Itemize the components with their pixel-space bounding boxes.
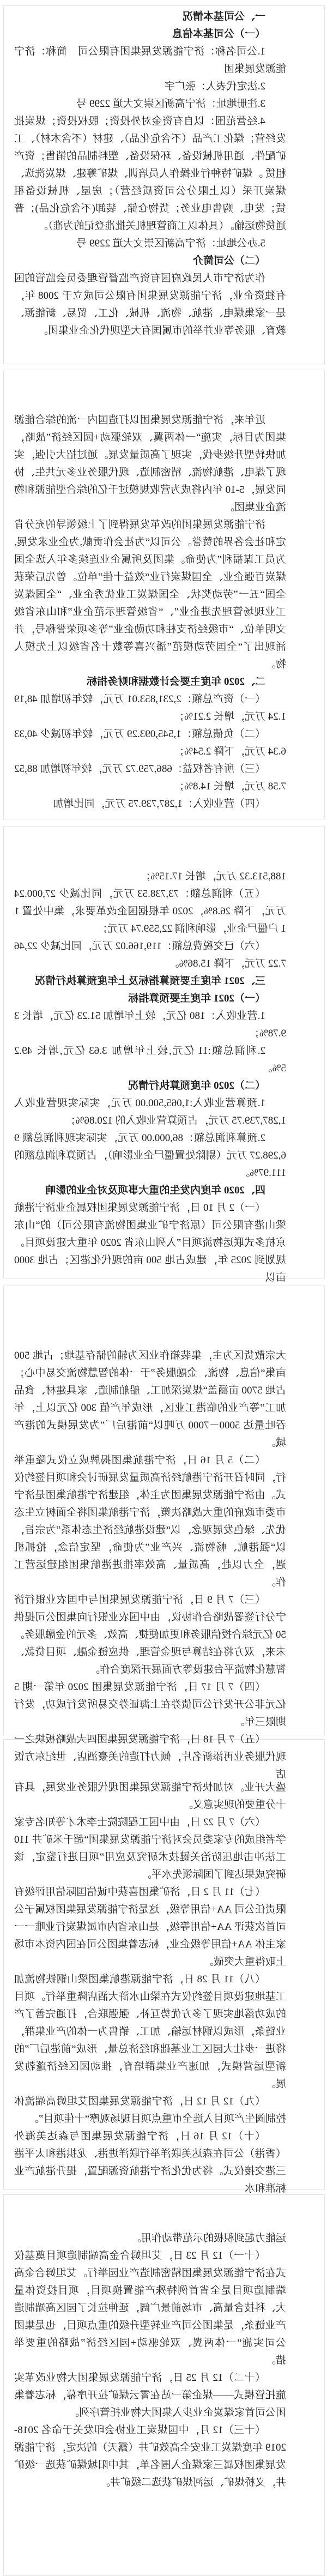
- paragraph: （十）12 月 16 日，济宁能源发展集团与森达美海外（香港）公司在森达美联洋举行联洋进港、龙拱港和太平港三港交接仪式。将为优化济宁港航资源配置，提升港航产业标准和水: [14, 2131, 286, 2194]
- paragraph: （六）7 月 22 日，由中国工程院院士李术才等知名专家学者组成的专家委员会对济宁能源发展集团“超千米矿井 110 工法冲击地压防治关键技术研究及应用”项目进行鉴定，该研究成果达到了国际领先水平。: [14, 1817, 286, 1880]
- paragraph: 盛大开业。对加快济宁能源发展集团现代服务业发展，具有十分重要的现实意义。: [14, 1782, 286, 1811]
- document-page: [3, 5, 325, 364]
- paragraph: 近年来，济宁能源发展集团以打造国内一流的综合能源集团为目标，实施“一体两翼、双轮驱动+园区经济”战略，加快转型升级步伐，实现了高质量发展。通过招大引强，实现了煤电、港航物流、精密制造、现代服务业多元共生、协同发展，5-10 年内将成为营收规模过千亿的综合型能源和物流企业集团。: [14, 414, 286, 513]
- page-content-mirrored: [4, 2195, 324, 2575]
- paragraph: 1.营业收入：180 亿元，较上年增加 51.23 亿元，增长 39.78%；: [14, 1010, 286, 1039]
- paragraph: 5.办公地址：济宁高新区崇文大道 2299 号: [76, 238, 265, 249]
- paragraph: （一）资产总额：2,231,853.01 万元，较年初增加 48,191.24 万元，增长 2.21%；: [14, 693, 286, 722]
- section-heading: 二、2020 年度主要会计数据和财务指标: [87, 676, 265, 687]
- section-heading: 三、2021 年度主要预算指标及上年度预算执行情况: [35, 975, 265, 987]
- document-page: [3, 826, 325, 1283]
- section-heading: （一）2021 年度主要预算指标: [128, 993, 265, 1004]
- paragraph: （十一）12 月 23 日，艾坦姆合金高端制造项目奠基仪式在济宁能源发展集团精密制造产业园举行。艾坦姆合金高端制造项目是全省首例特殊产能置换项目，项目投资体量大、科技含量高、市场前景广阔，延伸拉长了园区高端制造产业链条，是集团公司产业转型升级的重点项目，也是集团公司实施“一体两翼、双轮驱动+园区经济”战略的重要举措。: [14, 2250, 286, 2366]
- page-content-mirrored: [4, 1286, 324, 1780]
- document-page: [3, 1739, 325, 2194]
- page-content-mirrored: [4, 1740, 324, 2194]
- paragraph: 2.利润总额:11 亿元,较上年增加 3.63 亿元,增长 49.25%。: [14, 1045, 286, 1074]
- paragraph: （七）11 月 2 日，济矿集团喜获中诚信国际信用评级有限责任公司 AA+信用等级，这是济宁能源发展集团权属子公司首次获评 AA+信用等级，是山东省内市属煤炭行业唯一一家主体 AA+信用等级企业，标志着集团公司在国内资本市场上取得重大突破。: [14, 1886, 286, 1968]
- paragraph: 3.注册地址：济宁高新区崇文大道 2299 号: [76, 98, 265, 110]
- paragraph: （九）12 月 12 日，济宁能源发展集团艾坦姆高端流体控制阀生产项目入选全市重点项目现场观摩“十佳项目”。: [14, 2096, 286, 2125]
- section-heading: （一）公司基本信息: [172, 28, 265, 40]
- section-heading: 一、公司基本情况: [182, 11, 265, 22]
- paragraph: 188,513.32 万元，增长 17.15%；: [140, 871, 286, 882]
- paragraph: 作为济宁市人民政府国有资产监督管理委员会监管的国有独资企业，济宁能源发展集团有限公司成立于 2008 年，是一家集煤电、港航、物流、机械、化工、贸易、新能源、教育、服务等业并举的市属国有大型现代化企业集团。: [14, 273, 286, 336]
- paragraph: （二）5 月 16 日，济宁港航集团揭牌成立仪式隆重举行，同时召开济宁港航经济高质量发展研讨会和项目签约仪式。由济宁能源发展集团为主体，组建济宁港航集团是济宁市委市政府的重大战略决策，济宁港航集团将全面树立生态优先、绿色发展观念，以“建设港航经济生态体系”为宗旨，以“强港航、畅物流、兴产业”为使命，坚定信念，抢抓机遇，全力以赴，高质量、高效率推进港航集团组建运营工作。: [14, 1455, 286, 1588]
- section-heading: （二）公司简介: [192, 255, 265, 267]
- document-page: [3, 1286, 325, 1780]
- page-content-mirrored: [4, 6, 324, 364]
- paragraph: 2.预算利润总额：86,000.00 万元，实际实现利润总额 96,298.27 万元（剔除处置僵尸企业影响），占预算利润总额的 111.97%。: [14, 1132, 286, 1179]
- paragraph: （五）利润总额：73,738.53 万元，同比减少 27,000.24 万元，下降 26.8%，2020 年根据国企改革要求，集中处置 11 户僵尸企业，影响利润 22,559.74 万元；: [14, 888, 286, 934]
- paragraph: （十三）12 月，中国煤炭工业协会印发关于命名 2018-2019 年度煤炭工业安全高效矿井（露天）的决定，济宁能源发展集团权属三家煤企入围名单，其中阳城煤矿获选一级矿井，义桥煤矿、运河煤矿获选二级矿井。: [14, 2424, 286, 2488]
- section-heading: 四、2020 年度内发生的重大事项及对企业的影响: [45, 1185, 265, 1196]
- paragraph: （八）11 月 28 日，济宁能源港航集团梁山钢铁物流加工基地建设项目签约仪式在梁山水浒大酒店隆重举行。项目的成功落地实现了多方优势互补、强强联合，打通完善了产业链条，形成以钢材运输、加工、销售为一体的产业集群，将进一步壮大园区工业基础和经济总量，形成“前港后厂”的新型运营模式，加速产业集群培育，推动园区经济蓬勃发展。: [14, 1974, 286, 2090]
- paragraph: （六）已交税费总额：119,166.02 万元，同比减少 22,467.22 万元，下降 15.86%。: [14, 940, 286, 969]
- paragraph: （一）2 月 10 日，济宁能源发展集团权属企业济宁港航梁山港有限公司（原济宁矿业集团物流有限公司）的“山东京杭多式联运物流项目”入列山东省 2020 年重大建设项目。规划到 2025 年，建成占地 500 亩的现代化港区；占地 3000 亩以: [14, 1202, 286, 1283]
- paragraph: （三）所有者权益：686,759.72 万元，较年初增加 88,527.58 万元，增长 14.8%；: [14, 763, 286, 792]
- paragraph: 大宗散货区为主，集装箱作业区为辅的储存基地；占地 500 亩集“信息、物流、金融服务”于一体的智慧物流交易中心；占地 5700 亩涵盖“煤炭深加工、船舶制造、家具建材、食品加工”等产业的临港工业区，形成年产值 300 亿元以上，年吞吐量达 5000－7000 万吨以“前港后厂”为发展模式的港产城。: [14, 1350, 286, 1449]
- page-content-mirrored: [4, 827, 324, 1283]
- paragraph: 1.公司名称：济宁能源发展集团有限公司 简称：济宁能源发展集团: [14, 46, 286, 75]
- paragraph: （二）负债总额：1,545,093.29 万元，较年初减少 40,336.34 万元，下降 2.54%；: [14, 728, 286, 757]
- paragraph: 1.预算营业收入:1,065,500.00 万元，实际实现营业收入 1,287,739.75 万元，占预算营业收入的 120.86%；: [14, 1097, 286, 1126]
- paragraph: 2.法定代表人：张广宇: [164, 81, 265, 92]
- paragraph: （四）营业收入：1,287,739.75 万元，同比增加: [53, 798, 265, 810]
- paragraph: 运能力起到积极的示范带动作用。: [130, 2233, 286, 2244]
- paragraph: 4.经营范围：以自有资金对外投资；股权投资；煤炭批发经营；煤化工产品（不含危化品）、建材（不含木材）、工矿配件、通用机械设备、环保设备、塑料制品的销售；资产租赁 。煤矿特种行业操作人员培训、煤矿筹建、煤炭洗选、煤炭开采（以上限分公司资质经营）；房屋、机械设备租赁；发电、购售电业务；货物仓储、装卸(不含危化品)；普通货物运输。（具体以工商管理机关批准登记的为准）。: [14, 116, 286, 232]
- document-page: [3, 2194, 325, 2576]
- page-content-mirrored: [4, 370, 324, 819]
- paragraph: （十二）12 月 25 日，济宁能源发展集团大物业改革实施托管模式——煤企第一站在霄云煤矿拉开序幕，标志着集团公司首家煤炭企业步入集团大物业托管序列。: [14, 2372, 286, 2418]
- document-page: [3, 370, 325, 819]
- section-heading: （二）2020 年度预算执行情况: [128, 1080, 265, 1091]
- paragraph: （五）7 月 18 日，济宁能源发展集团四大战略板块之一现代服务业再添新名片，倾力打造的美豪酒店、世纪东方饭店: [14, 1734, 286, 1780]
- paragraph: （三）7 月 9 日，济宁能源发展集团与中国农业银行济宁分行签署战略合作协议，由中国农业银行向集团公司提供 50 亿元综合授信服务和更加便捷、高效、多元的金融服务。未来，双方将在结算与现金管理、供应链金融、项目贷款、智慧化物流平台建设等方面展开深度合作。: [14, 1594, 286, 1675]
- paragraph: 济宁能源发展集团的改革发展得到了上级领导的充分肯定和社会各界的赞誉。公司以“为社会作贡献,为企业求发展,为员工谋福利”为使命。集团及所属企业连续多年入选全国煤炭百强企业、全国煤炭行业“效益十佳”单位。曾先后荣获全国“五一”劳动奖状、全国煤炭工业优秀企业、“全国煤炭工业现场管理先进企业”、“省级管理示范企业”和山东省级文明单位、“市级经济支柱和功勋企业”等多项荣誉称号，并涌现出了“全国劳动模范”潘兴喜等数十名省级以上先模人物。: [14, 519, 286, 670]
- paragraph: （四）7 月 17 日，济宁能源发展集团 2020 年第一期 5 亿元非公开发行公司债券在上海证券交易所发行成功，发行期限三年。: [14, 1681, 286, 1728]
